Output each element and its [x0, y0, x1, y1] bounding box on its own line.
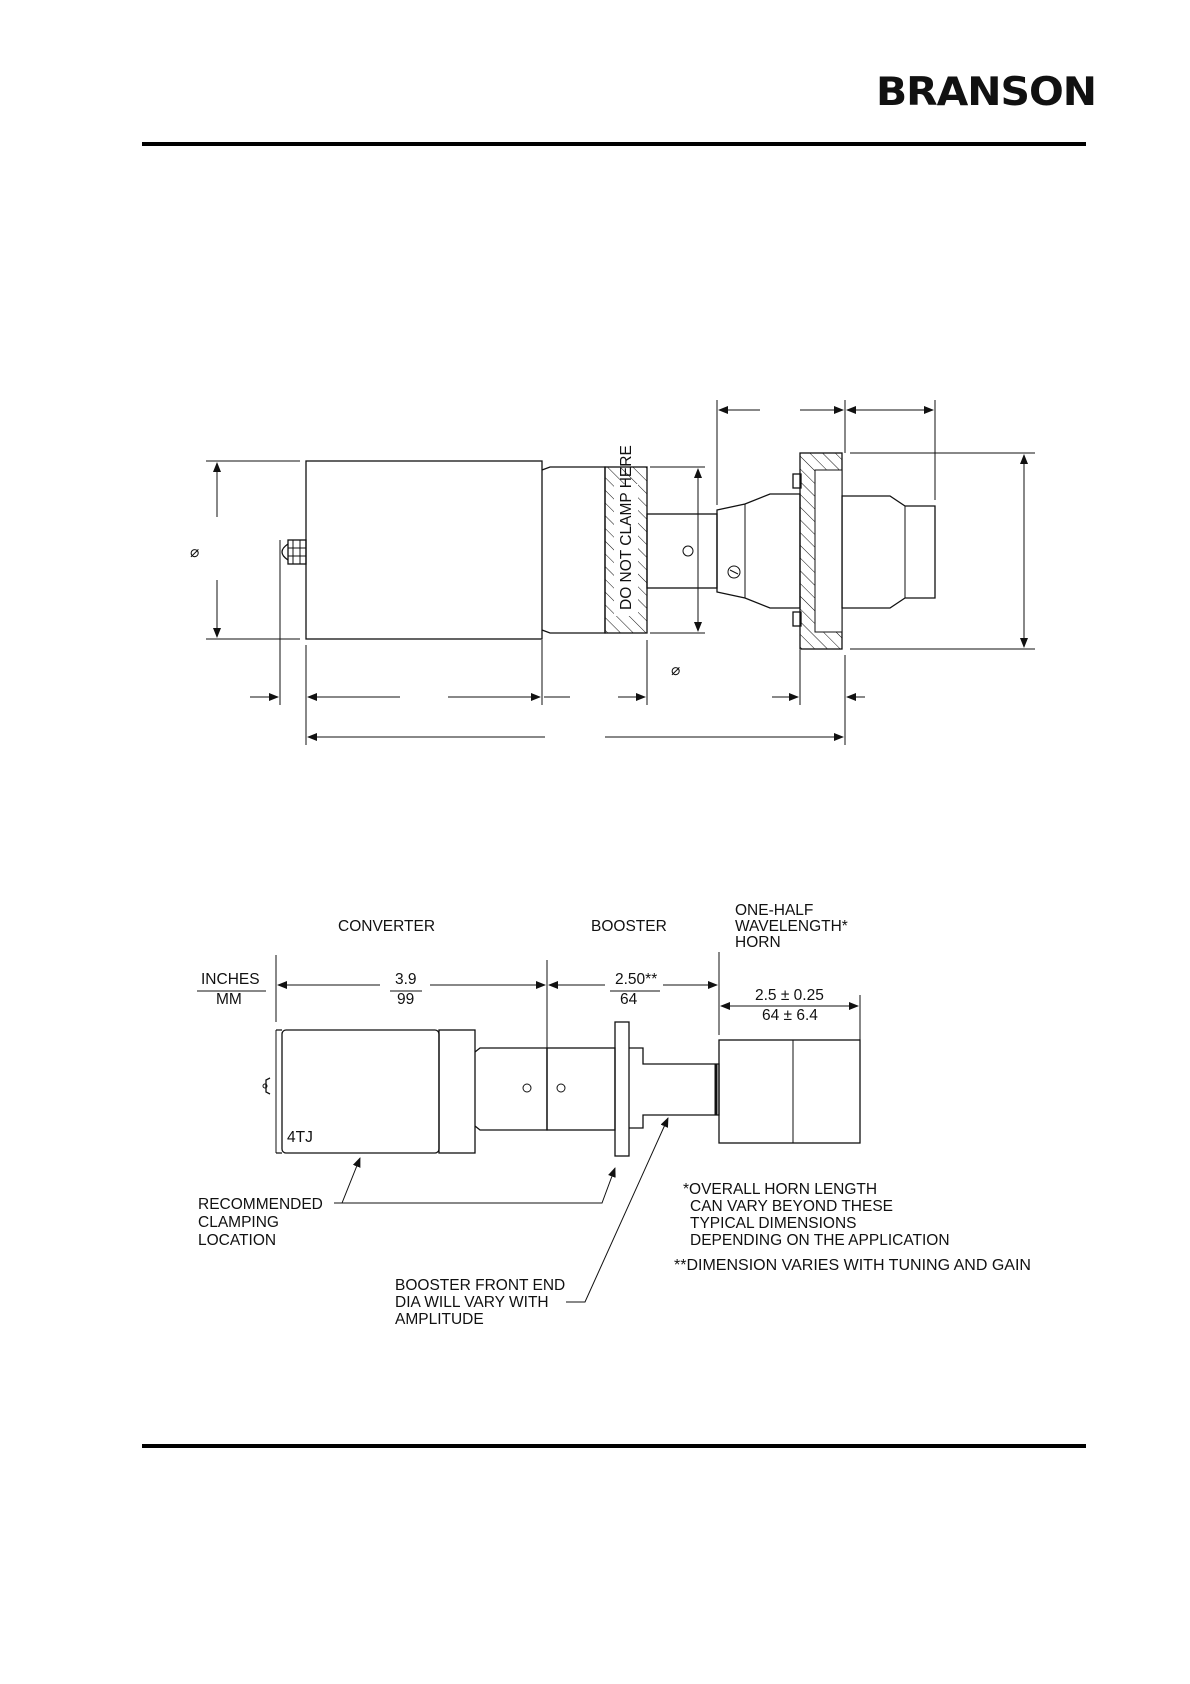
booster-front-outline — [842, 496, 935, 608]
converter-dim-mm: 99 — [397, 991, 415, 1008]
note1-line2: CAN VARY BEYOND THESE — [690, 1198, 893, 1215]
note1-line4: DEPENDING ON THE APPLICATION — [690, 1232, 950, 1249]
clamp-callout-line1: RECOMMENDED — [198, 1196, 323, 1213]
horn-label-line1: ONE-HALF — [735, 902, 814, 919]
note1-line1: *OVERALL HORN LENGTH — [683, 1181, 878, 1198]
booster-dim-inches: 2.50** — [615, 971, 658, 988]
top-assembly-drawing — [190, 400, 1035, 745]
booster-dim-mm: 64 — [620, 991, 638, 1008]
clamp-warning-label: DO NOT CLAMP HERE — [618, 445, 635, 610]
clamp-callout-line2: CLAMPING — [198, 1214, 279, 1231]
units-inches: INCHES — [201, 971, 260, 988]
bottom-assembly-drawing — [197, 902, 1031, 1328]
booster-callout-line1: BOOSTER FRONT END — [395, 1277, 566, 1294]
booster-outline — [717, 494, 800, 608]
diameter-symbol-left: ⌀ — [190, 544, 200, 561]
clamp-callout-line3: LOCATION — [198, 1232, 277, 1249]
note1-line3: TYPICAL DIMENSIONS — [690, 1215, 857, 1232]
converter-dim-inches: 3.9 — [395, 971, 417, 988]
model-label: 4TJ — [287, 1129, 313, 1146]
booster-callout-line2: DIA WILL VARY WITH — [395, 1294, 549, 1311]
horn-dim-mm: 64 ± 6.4 — [762, 1007, 818, 1024]
booster-label: BOOSTER — [591, 918, 667, 935]
note2: **DIMENSION VARIES WITH TUNING AND GAIN — [674, 1257, 1031, 1274]
connector-icon — [288, 540, 306, 564]
horn-label-line2: WAVELENGTH* — [735, 918, 848, 935]
converter-label: CONVERTER — [338, 918, 436, 935]
horn-label-line3: HORN — [735, 934, 781, 951]
branson-logo: BRANSON — [876, 70, 1096, 115]
booster-callout-line3: AMPLITUDE — [395, 1311, 484, 1328]
converter-body-outline — [306, 461, 542, 639]
diameter-symbol-neck: ⌀ — [671, 662, 681, 679]
horn-dim-inches: 2.5 ± 0.25 — [755, 987, 824, 1004]
units-mm: MM — [216, 991, 242, 1008]
